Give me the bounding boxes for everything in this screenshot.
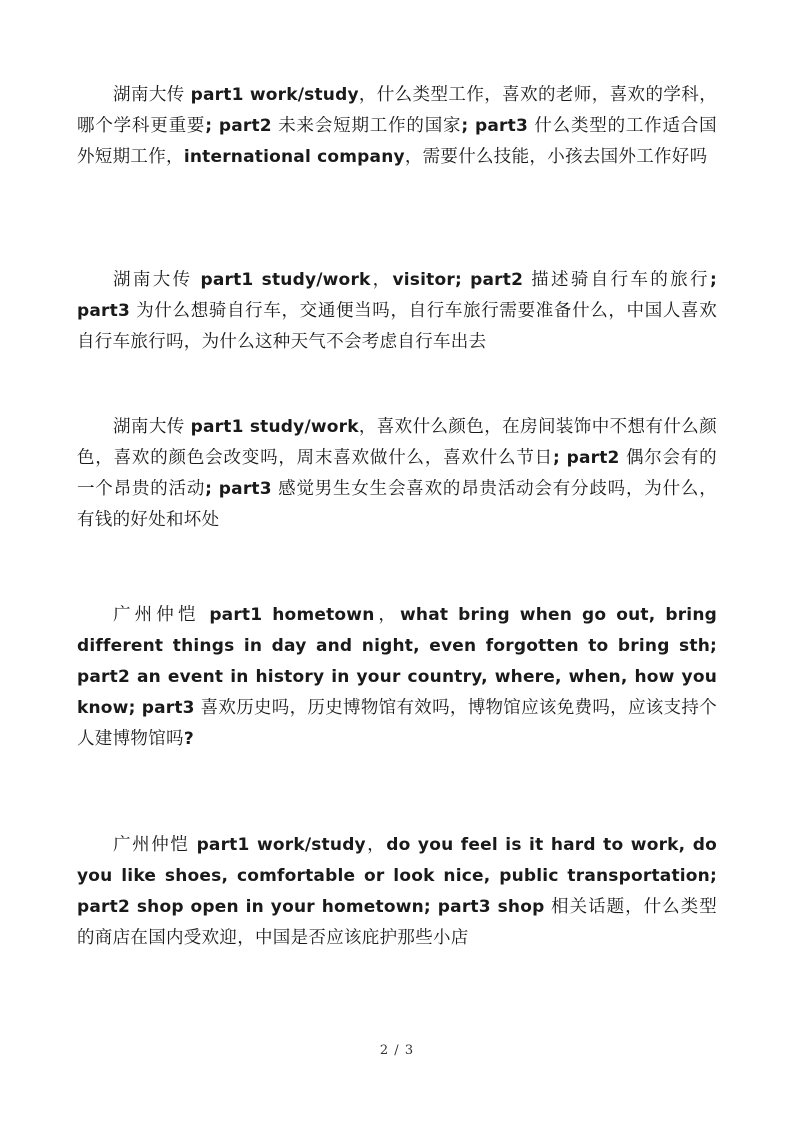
bold-text-segment: visitor; part2 [392,270,524,290]
text-segment: 湖南大传 [113,417,191,437]
text-segment: 广州仲恺 [113,835,197,855]
bold-text-segment: ? [183,729,194,749]
bold-text-segment: ; part2 [205,116,272,136]
bold-text-segment: part1 study/work [200,270,371,290]
text-segment: 广州仲恺 [113,605,210,625]
bold-text-segment: do you feel is it hard to work, do you like shoes, comfortable or look nice, public transportation; part2 shop open in your hometown; part3 shop [77,835,717,917]
text-segment: 湖南大传 [113,270,201,290]
text-segment: ，什么类型工作，喜欢的老师，喜欢的学科，哪个学科更重要 [77,85,718,136]
page-number: 2 / 3 [379,1043,415,1058]
text-segment: 偶尔会有的一个昂贵的活动 [77,448,717,499]
bold-text-segment: part1 hometown [209,605,375,625]
bold-text-segment: what bring when go out, bring different things in day and night, even forgotten to bring sth; part2 an event in history in your country, where, when, how you know; part3 [77,605,717,718]
text-segment: ，需要什么技能，小孩去国外工作好吗 [404,147,708,167]
text-segment: ， [365,835,387,855]
paragraph [77,830,717,954]
bold-text-segment: part1 work/study [196,835,366,855]
paragraph [77,265,717,358]
text-segment: 湖南大传 [113,85,191,105]
bold-text-segment: ; part3 [205,479,272,499]
bold-text-segment: ; part3 [461,116,528,136]
text-segment: 未来会短期工作的国家 [271,116,462,136]
text-segment: ，喜欢什么颜色，在房间装饰中不想有什么颜色，喜欢的颜色会改变吗，周末喜欢做什么，喜欢什么节日 [77,417,718,468]
text-segment: 感觉男生女生会喜欢的昂贵活动会有分歧吗，为什么，有钱的好处和坏处 [77,479,717,530]
text-segment: 为什么想骑自行车，交通便当吗，自行车旅行需要准备什么，中国人喜欢自行车旅行吗，为什么这种天气不会考虑自行车出去 [77,301,717,352]
text-segment: 什么类型的工作适合国外短期工作， [77,116,717,167]
bold-text-segment: part1 study/work [190,417,359,437]
bold-text-segment: part1 work/study [190,85,359,105]
text-segment: 相关话题，什么类型的商店在国内受欢迎，中国是否应该庇护那些小店 [77,897,718,948]
bold-text-segment: international company [183,147,405,167]
paragraph [77,600,717,755]
text-segment: 描述骑自行车的旅行 [523,270,710,290]
paragraph [77,412,717,536]
bold-text-segment: ; part3 [77,270,717,321]
bold-text-segment: ; part2 [552,448,620,468]
text-segment: ， [374,605,400,625]
text-segment: ， [370,270,393,290]
text-segment: 喜欢历史吗，历史博物馆有效吗，博物馆应该免费吗，应该支持个人建博物馆吗 [77,698,717,749]
paragraph [77,80,717,173]
